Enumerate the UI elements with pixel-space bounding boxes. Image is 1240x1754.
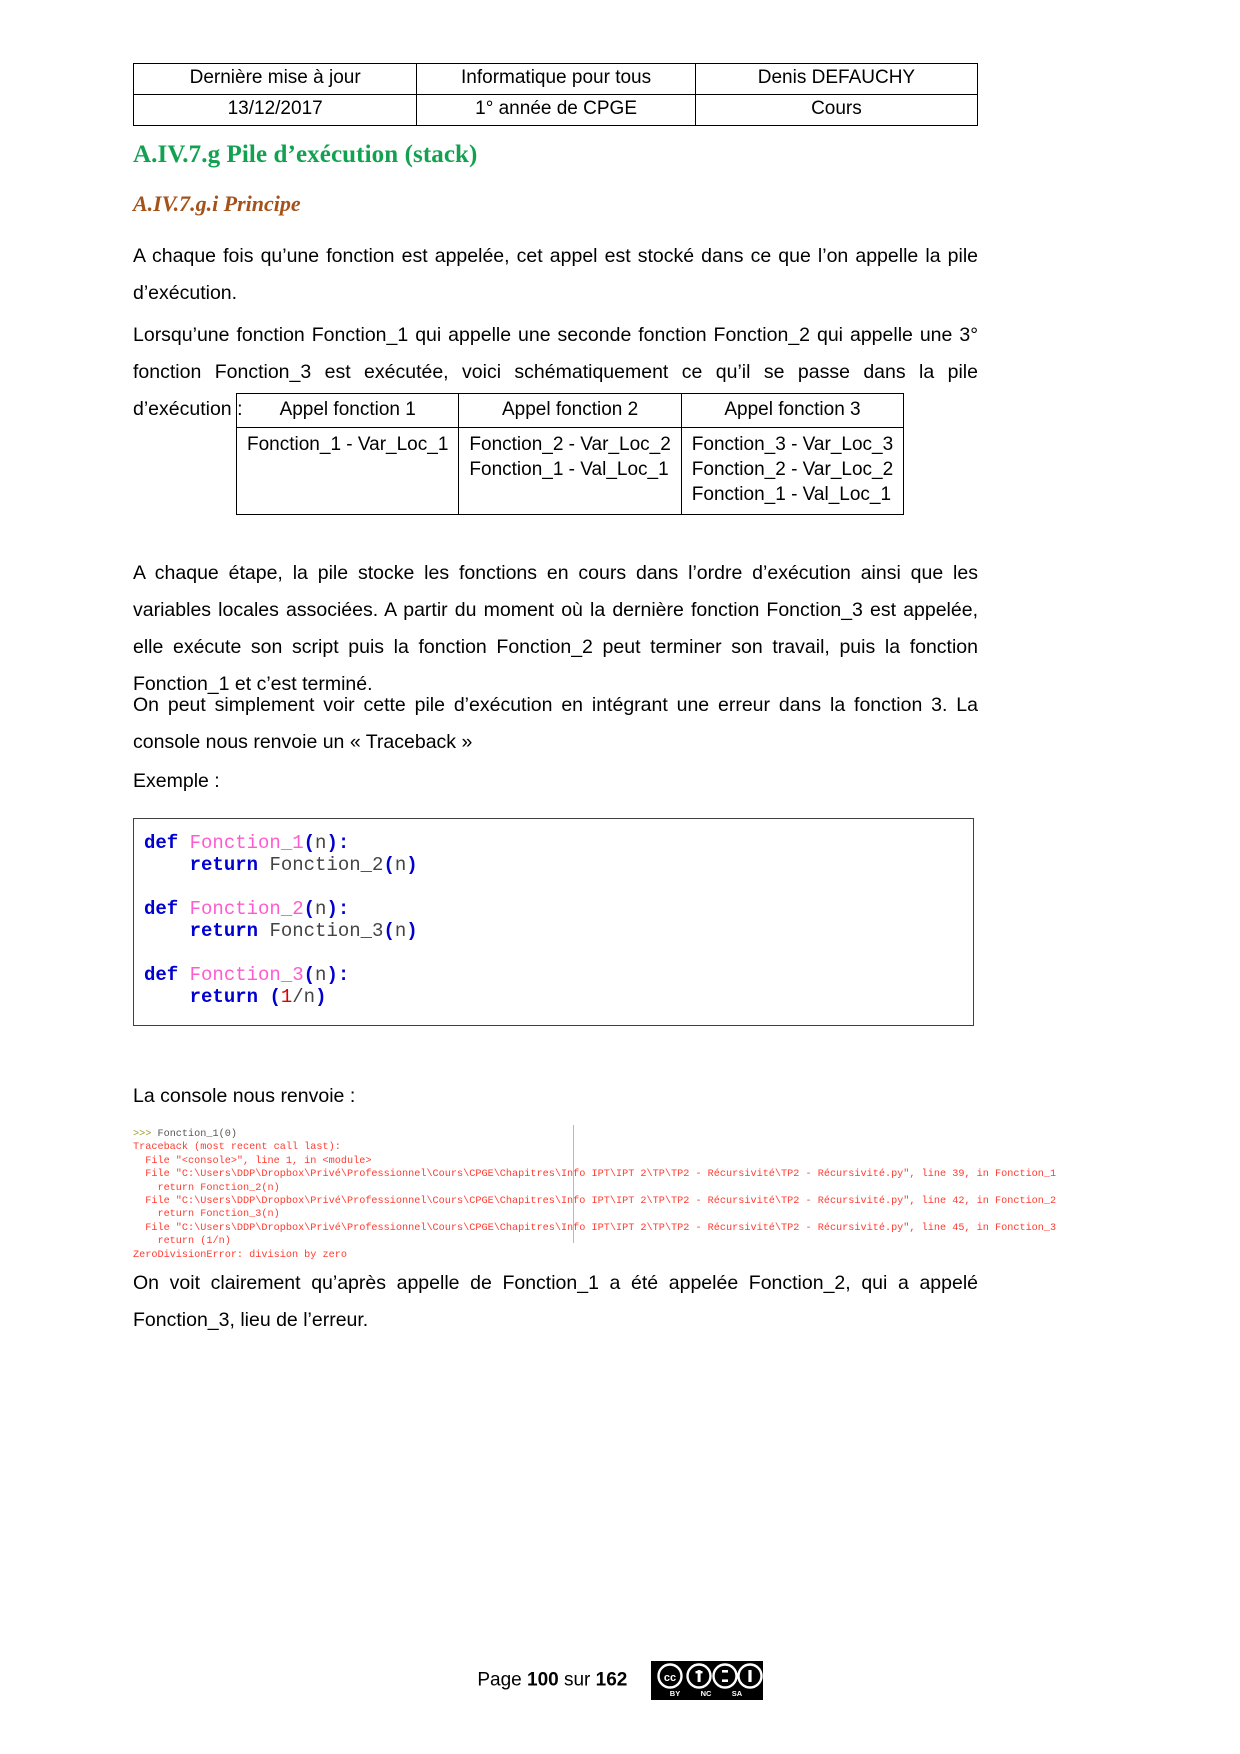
document-header-table	[133, 63, 978, 126]
code-token: (	[269, 986, 281, 1008]
stack-cell-call-1	[237, 428, 459, 515]
console-line	[133, 1208, 1033, 1221]
paragraph-stack-explanation: A chaque étape, la pile stocke les fonctions en cours dans l’ordre d’exécution ainsi que les variables locales associées. A partir du moment où la dernière fonction Fonction_3 est appelée, elle exécute son script puis la fonction Fonction_2 peut terminer son travail, puis la fonction Fonction_1 et c’est terminé.	[133, 562, 978, 695]
paragraph-intro: A chaque fois qu’une fonction est appelée, cet appel est stocké dans ce que l’on appelle la pile d’exécution.	[133, 245, 978, 304]
console-token: >>>	[133, 1129, 158, 1140]
console-token: File "C:\Users\DDP\Dropbox\Privé\Professionnel\Cours\CPGE\Chapitres\Info IPT\IPT 2\TP\TP2 - Récursivité\TP2 - Récursivité.py", line 45, in Fonction_3	[133, 1222, 1057, 1234]
header-level: 1° année de CPGE	[417, 94, 696, 125]
code-token	[144, 854, 190, 876]
code-token: )	[406, 854, 418, 876]
header-course-title: Informatique pour tous	[417, 64, 696, 95]
code-token: Fonction_2	[269, 854, 384, 876]
code-token: ):	[326, 964, 350, 986]
call-stack-table	[236, 393, 904, 515]
code-line	[144, 876, 418, 898]
console-line	[133, 1235, 1033, 1248]
stack-entry: Fonction_2 - Var_Loc_2	[691, 459, 894, 480]
console-line	[133, 1222, 1057, 1235]
console-line	[133, 1182, 1033, 1195]
creative-commons-by-nc-sa-icon	[651, 1661, 763, 1700]
stack-entry: Fonction_3 - Var_Loc_3	[691, 434, 894, 455]
code-token: n	[315, 832, 327, 854]
console-token: return Fonction_2(n)	[133, 1182, 280, 1194]
code-line	[144, 832, 418, 854]
code-token: def	[144, 964, 190, 986]
paragraph-scenario: Lorsqu’une fonction Fonction_1 qui appelle une seconde fonction Fonction_2 qui appelle une 3° fonction Fonction_3 est exécutée, voici schématiquement ce qu’il se passe dans la pile d’exécution :	[133, 324, 978, 420]
code-content	[144, 832, 418, 1008]
table-header-row	[237, 394, 904, 428]
code-token: Fonction_3	[189, 964, 304, 986]
svg-text:cc: cc	[663, 1672, 676, 1684]
code-token: n	[303, 986, 316, 1008]
stack-cell-call-2	[459, 428, 681, 515]
code-token: return	[189, 920, 270, 942]
table-row	[237, 428, 904, 515]
svg-text:BY: BY	[669, 1689, 680, 1698]
code-token: n	[315, 898, 327, 920]
stack-col-header-3: Appel fonction 3	[681, 394, 903, 428]
svg-text:SA: SA	[731, 1689, 742, 1698]
stack-col-header-2: Appel fonction 2	[459, 394, 681, 428]
stack-entry: Fonction_1 - Var_Loc_1	[247, 434, 449, 455]
code-token: (	[383, 854, 395, 876]
console-token: Fonction_1(0)	[157, 1129, 237, 1140]
console-token: ZeroDivisionError: division by zero	[133, 1249, 347, 1261]
code-token: return	[189, 854, 270, 876]
code-token: Fonction_3	[269, 920, 384, 942]
svg-text:NC: NC	[700, 1689, 712, 1698]
code-line	[144, 898, 418, 920]
header-date-value: 13/12/2017	[134, 94, 417, 125]
code-token: Fonction_2	[189, 898, 304, 920]
stack-entry: Fonction_2 - Var_Loc_2	[469, 434, 671, 455]
code-token: n	[315, 964, 327, 986]
footer-page-number: 100	[527, 1669, 559, 1691]
header-author: Denis DEFAUCHY	[695, 64, 977, 95]
stack-cell-call-3	[681, 428, 903, 515]
header-row-1	[134, 64, 978, 95]
code-token: def	[144, 898, 190, 920]
code-token: n	[394, 920, 407, 942]
code-token: (	[383, 920, 395, 942]
code-line	[144, 942, 418, 964]
section-heading: A.IV.7.g Pile d’exécution (stack)	[133, 141, 478, 168]
header-doc-type: Cours	[695, 94, 977, 125]
code-token	[144, 986, 190, 1008]
console-token: File "C:\Users\DDP\Dropbox\Privé\Professionnel\Cours\CPGE\Chapitres\Info IPT\IPT 2\TP\TP2 - Récursivité\TP2 - Récursivité.py", line 42, in Fonction_2	[133, 1196, 1057, 1208]
console-line	[133, 1141, 1033, 1154]
console-token: Traceback (most recent call last):	[133, 1142, 341, 1154]
header-row-2	[134, 94, 978, 125]
console-line	[133, 1249, 1033, 1262]
code-token: (	[303, 832, 316, 854]
code-token: ):	[326, 832, 350, 854]
header-last-update-label: Dernière mise à jour	[134, 64, 417, 95]
code-line	[144, 854, 418, 876]
console-token: File "<console>", line 1, in <module>	[133, 1155, 372, 1167]
paragraph-console-label: La console nous renvoie :	[133, 1085, 356, 1107]
footer-page-middle: sur	[558, 1669, 596, 1691]
footer-page-prefix: Page	[477, 1669, 527, 1691]
console-token: return (1/n)	[133, 1236, 231, 1248]
stack-entry: Fonction_1 - Val_Loc_1	[469, 459, 669, 480]
code-token: )	[315, 986, 327, 1008]
paragraph-conclusion: On voit clairement qu’après appelle de Fonction_1 a été appelée Fonction_2, qui a appelé Fonction_3, lieu de l’erreur.	[133, 1272, 978, 1331]
code-token: 1	[280, 986, 293, 1008]
stack-entry: Fonction_1 - Val_Loc_1	[691, 484, 892, 505]
code-token: Fonction_1	[189, 832, 304, 854]
code-token: ):	[326, 898, 350, 920]
console-token: File "C:\Users\DDP\Dropbox\Privé\Professionnel\Cours\CPGE\Chapitres\Info IPT\IPT 2\TP\TP2 - Récursivité\TP2 - Récursivité.py", line 39, in Fonction_1	[133, 1169, 1057, 1181]
console-token: return Fonction_3(n)	[133, 1209, 280, 1221]
stack-col-header-1: Appel fonction 1	[237, 394, 459, 428]
code-line	[144, 964, 418, 986]
page-footer	[0, 1661, 1240, 1700]
code-line	[144, 920, 418, 942]
paragraph-example-label: Exemple :	[133, 770, 220, 792]
console-line	[133, 1195, 1057, 1208]
paragraph-traceback-intro: On peut simplement voir cette pile d’exécution en intégrant une erreur dans la fonction 3. La console nous renvoie un « Traceback »	[133, 694, 978, 753]
code-token	[144, 920, 190, 942]
code-token: n	[394, 854, 407, 876]
code-token: /	[292, 986, 304, 1008]
code-token: def	[144, 832, 190, 854]
code-token: (	[303, 964, 316, 986]
console-line	[133, 1155, 1033, 1168]
console-traceback-output	[133, 1128, 1057, 1262]
console-line	[133, 1168, 1057, 1181]
code-line	[144, 986, 418, 1008]
footer-page-total: 162	[595, 1669, 628, 1691]
code-token: return	[189, 986, 270, 1008]
code-token: (	[303, 898, 316, 920]
subsection-heading: A.IV.7.g.i Principe	[133, 191, 301, 216]
code-block	[133, 818, 974, 1026]
console-line	[133, 1128, 1033, 1141]
code-token: )	[406, 920, 418, 942]
